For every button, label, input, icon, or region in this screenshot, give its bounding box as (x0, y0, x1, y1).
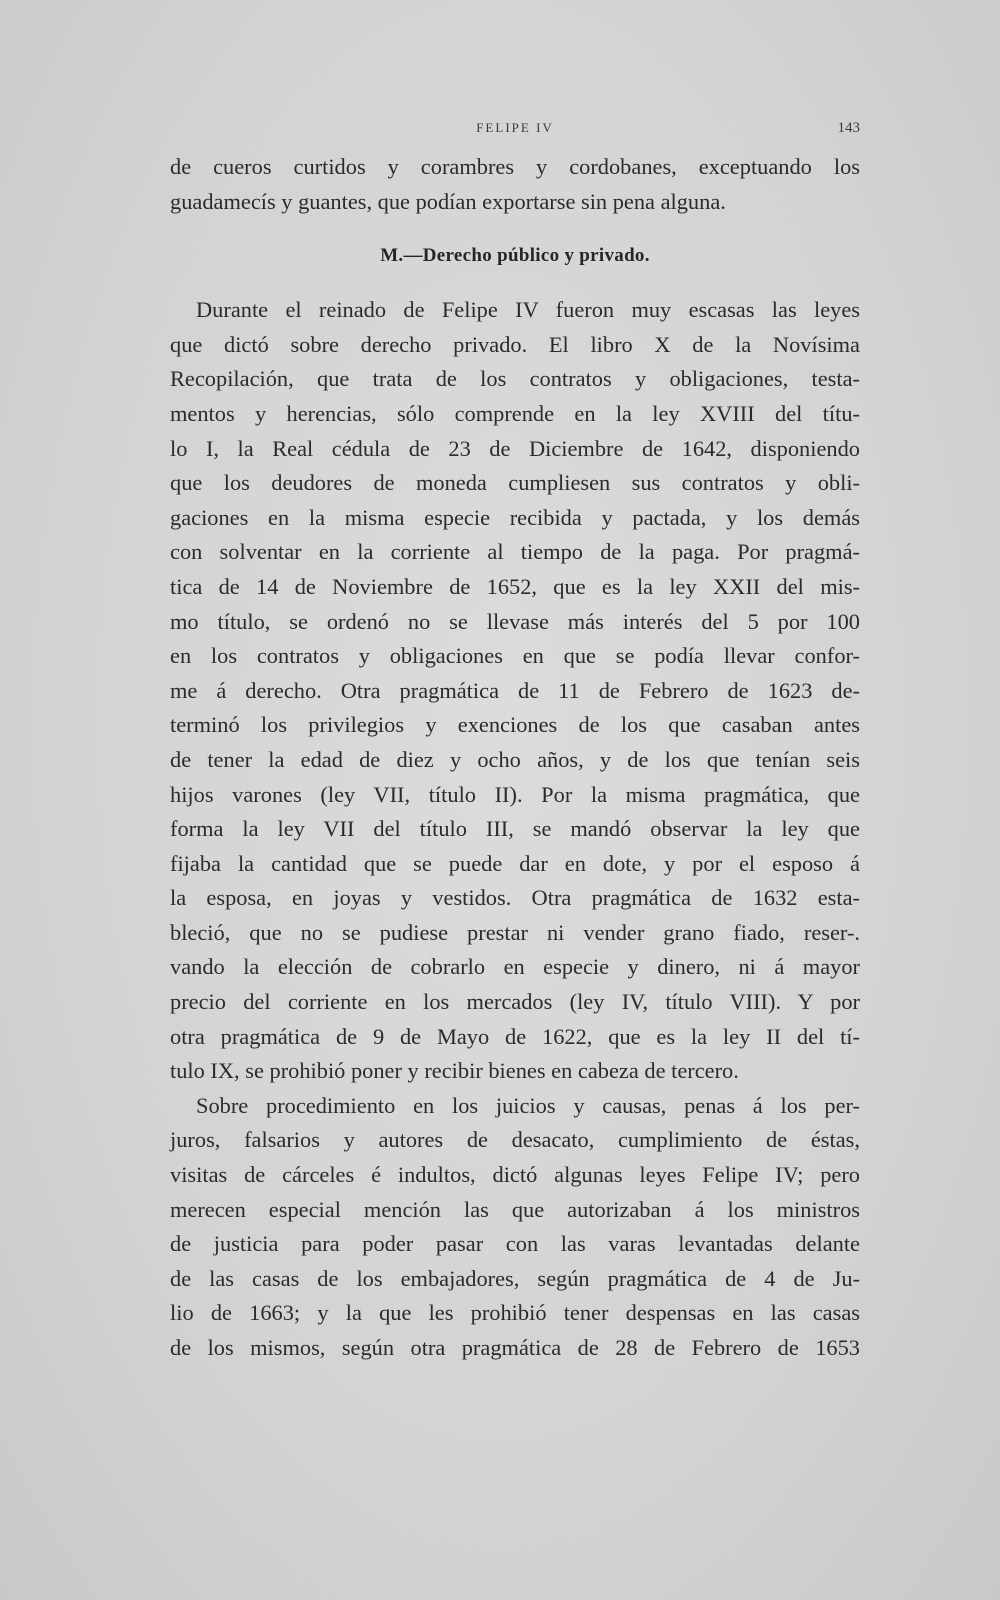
text-line: tulo IX, se prohibió poner y recibir bienes en cabeza de tercero. (170, 1058, 739, 1084)
text-line: guadamecís y guantes, que podían exportarse sin pena alguna. (170, 188, 726, 214)
text-line: lo I, la Real cédula de 23 de Diciembre de 1642, disponiendo (170, 435, 860, 461)
page-header (170, 120, 860, 144)
text-line: otra pragmática de 9 de Mayo de 1622, que es la ley II del tí- (170, 1023, 860, 1049)
text-line: bleció, que no se pudiese prestar ni vender grano fiado, reser-. (170, 919, 860, 945)
text-line: forma la ley VII del título III, se mandó observar la ley que (170, 816, 860, 842)
text-line: Durante el reinado de Felipe IV fueron muy escasas las leyes (196, 297, 860, 323)
text-line: de los mismos, según otra pragmática de 28 de Febrero de 1653 (170, 1335, 860, 1360)
paragraph-procedure (170, 1089, 860, 1366)
page-number: 143 (837, 120, 860, 136)
text-line: visitas de cárceles é indultos, dictó algunas leyes Felipe IV; pero (170, 1162, 860, 1188)
text-line: juros, falsarios y autores de desacato, cumplimiento de éstas, (170, 1127, 860, 1153)
text-line: me á derecho. Otra pragmática de 11 de Febrero de 1623 de- (170, 677, 860, 703)
text-line: de justicia para poder pasar con las varas levantadas delante (170, 1231, 860, 1257)
text-line: precio del corriente en los mercados (ley IV, título VIII). Y por (170, 989, 860, 1015)
running-head: FELIPE IV (476, 120, 554, 135)
text-line: tica de 14 de Noviembre de 1652, que es la ley XXII del mis- (170, 573, 860, 599)
text-line: vando la elección de cobrarlo en especie y dinero, ni á mayor (170, 954, 860, 980)
text-line: que dictó sobre derecho privado. El libro X de la Novísima (170, 331, 860, 357)
text-line: terminó los privilegios y exenciones de los que casaban antes (170, 712, 860, 738)
text-line: de las casas de los embajadores, según pragmática de 4 de Ju- (170, 1265, 860, 1291)
text-line: gaciones en la misma especie recibida y pactada, y los demás (170, 504, 860, 530)
text-line: de tener la edad de diez y ocho años, y de los que tenían seis (170, 746, 860, 772)
text-line: fijaba la cantidad que se puede dar en dote, y por el esposo á (170, 850, 860, 876)
section-heading: M.—Derecho público y privado. (380, 245, 650, 267)
text-line: lio de 1663; y la que les prohibió tener despensas en las casas (170, 1300, 860, 1326)
paragraph-private-law (170, 293, 860, 1089)
text-line: merecen especial mención las que autorizaban á los ministros (170, 1196, 860, 1222)
text-line: con solventar en la corriente al tiempo de la paga. Por pragmá- (170, 539, 860, 565)
text-line: que los deudores de moneda cumpliesen sus contratos y obli- (170, 470, 860, 496)
text-block (170, 150, 860, 1366)
text-line: Sobre procedimiento en los juicios y causas, penas á los per- (196, 1092, 860, 1118)
text-line: mentos y herencias, sólo comprende en la ley XVIII del títu- (170, 400, 860, 426)
text-line: la esposa, en joyas y vestidos. Otra pragmática de 1632 esta- (170, 885, 860, 911)
paragraph-continuation (170, 150, 860, 219)
text-line: Recopilación, que trata de los contratos y obligaciones, testa- (170, 366, 860, 392)
text-line: de cueros curtidos y corambres y cordobanes, exceptuando los (170, 154, 860, 179)
text-line: en los contratos y obligaciones en que se podía llevar confor- (170, 643, 860, 669)
text-line: mo título, se ordenó no se llevase más interés del 5 por 100 (170, 608, 860, 634)
text-line: hijos varones (ley VII, título II). Por la misma pragmática, que (170, 781, 860, 807)
